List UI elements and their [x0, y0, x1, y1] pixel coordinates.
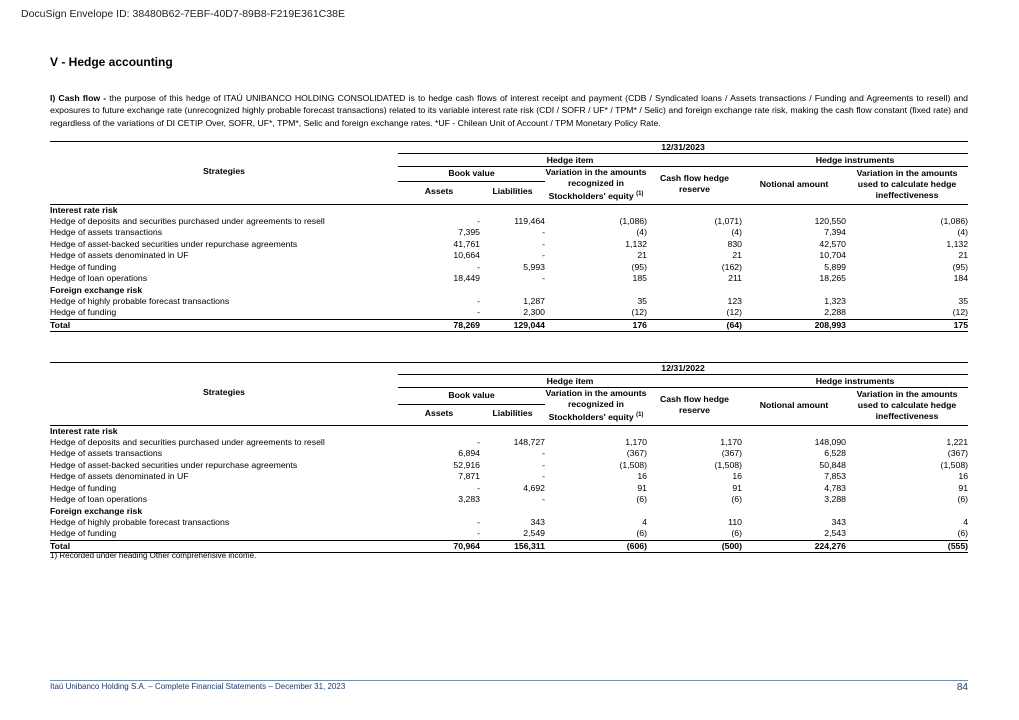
liabilities-header: Liabilities	[492, 186, 533, 197]
cell-var-eq: (1,508)	[619, 459, 647, 470]
ineff-line1: Variation in the amounts	[856, 388, 958, 399]
cell-cfh: 110	[728, 516, 742, 527]
cell-liabilities: -	[542, 459, 545, 470]
empty-cell	[398, 204, 480, 216]
strategy-label: Hedge of assets denominated in UF	[50, 250, 189, 261]
empty-cell	[545, 204, 647, 216]
total-assets: 78,269	[398, 319, 480, 331]
strategy-label: Hedge of highly probable forecast transactions	[50, 516, 230, 527]
cell-cfh: (6)	[731, 494, 742, 505]
cell-assets: 52,916	[453, 459, 480, 470]
hedge-table-2022	[50, 362, 968, 553]
notional-header: Notional amount	[759, 399, 829, 410]
strategy-label: Hedge of assets denominated in UF	[50, 471, 189, 482]
variation-equity-line2: recognized in	[568, 177, 624, 188]
table-date: 12/31/2022	[398, 363, 968, 375]
table-row	[50, 273, 968, 284]
cfh-line2: reserve	[679, 405, 710, 416]
cell-cfh: 16	[732, 471, 742, 482]
empty-cell	[398, 285, 480, 296]
cell-liabilities: 5,993	[523, 261, 545, 272]
empty-cell	[398, 506, 480, 517]
cell-var-eq: 16	[637, 471, 647, 482]
hedge-table-2023	[50, 141, 968, 332]
strategies-header: Strategies	[50, 142, 398, 202]
cell-assets: -	[477, 307, 480, 318]
strategy-label: Hedge of funding	[50, 307, 117, 318]
cell-liabilities: 343	[530, 516, 545, 527]
cell-var-ineff: (6)	[957, 494, 969, 505]
cell-var-ineff: (4)	[957, 227, 969, 238]
cell-var-ineff: 184	[953, 273, 969, 284]
cfh-line1: Cash flow hedge	[659, 173, 730, 184]
cell-liabilities: -	[542, 273, 545, 284]
variation-equity-line1: Variation in the amounts	[545, 387, 647, 398]
cell-assets: -	[477, 261, 480, 272]
strategies-header: Strategies	[50, 363, 398, 423]
subheader-row	[50, 285, 968, 296]
table-row	[50, 448, 968, 459]
total-liabilities: 156,311	[480, 540, 545, 552]
cell-liabilities: 4,692	[523, 482, 545, 493]
book-value-header: Book value	[398, 387, 545, 404]
cell-liabilities: 148,727	[513, 437, 545, 448]
cell-assets: -	[477, 516, 480, 527]
ineff-line3: ineffectiveness	[875, 410, 939, 421]
strategy-label: Hedge of funding	[50, 482, 117, 493]
cell-assets: -	[477, 528, 480, 539]
cell-notional: 2,543	[824, 528, 846, 539]
liabilities-header: Liabilities	[492, 408, 533, 419]
footnote-marker: (1)	[636, 411, 644, 418]
notional-header: Notional amount	[759, 178, 829, 189]
cell-var-eq: (6)	[636, 494, 647, 505]
cell-cfh: (12)	[726, 307, 742, 318]
cell-cfh: 91	[732, 482, 742, 493]
cell-liabilities: -	[542, 471, 545, 482]
cell-var-ineff: (6)	[957, 528, 969, 539]
cell-liabilities: 2,549	[523, 528, 545, 539]
cell-assets: -	[477, 482, 480, 493]
empty-cell	[545, 425, 647, 437]
footer-text: Itaú Unibanco Holding S.A. – Complete Financial Statements – December 31, 2023	[50, 682, 346, 691]
hedge-item-header: Hedge item	[398, 154, 742, 166]
empty-cell	[742, 425, 846, 437]
empty-cell	[545, 506, 647, 517]
variation-equity-line1: Variation in the amounts	[545, 166, 647, 177]
cell-notional: 5,899	[824, 261, 846, 272]
empty-cell	[846, 204, 968, 216]
total-var-ineff: 175	[846, 319, 968, 331]
cell-var-ineff: 16	[958, 471, 969, 482]
section-title: V - Hedge accounting	[50, 55, 173, 69]
intro-text: the purpose of this hedge of ITAÚ UNIBANCO HOLDING CONSOLIDATED is to hedge cash flows of interest receipt and payment (CDB / Syndicated loans / Assets transactions / Funding and Agreements to resell) and exposures to future exchange rate (unrecognized highly probable forecast transactions) related to its variable interest rate risk (CDI / SOFR / UF* / TPM* / Selic) and foreign exchange rate risk, making the cash flow constant (fixed rate) and regardless of the variations of DI CETIP Over, SOFR, UF*, TPM*, Selic and foreign exchange rates. *UF - Chilean Unit of Account / TPM Monetary Policy Rate.	[50, 93, 968, 128]
total-label: Total	[50, 540, 398, 552]
cell-var-ineff: (1,508)	[940, 459, 969, 470]
cell-var-eq: (12)	[631, 307, 647, 318]
cell-liabilities: -	[542, 448, 545, 459]
hedge-item-header: Hedge item	[398, 375, 742, 387]
cell-notional: 120,550	[814, 216, 846, 227]
variation-ineff-header	[846, 387, 968, 422]
empty-cell	[846, 506, 968, 517]
cell-cfh: (162)	[721, 261, 742, 272]
table-row	[50, 471, 968, 482]
risk-category-label: Interest rate risk	[50, 204, 118, 215]
table-row	[50, 216, 968, 227]
empty-cell	[647, 425, 742, 437]
cell-var-ineff: 4	[963, 516, 969, 527]
table-row	[50, 250, 968, 261]
cell-var-ineff: 35	[958, 295, 969, 306]
intro-paragraph	[50, 92, 968, 129]
cell-notional: 7,853	[824, 471, 846, 482]
strategy-label: Hedge of funding	[50, 261, 117, 272]
ineff-line1: Variation in the amounts	[856, 167, 958, 178]
cell-var-eq: (4)	[636, 227, 647, 238]
cell-liabilities: -	[542, 494, 545, 505]
ineff-line2: used to calculate hedge	[857, 178, 957, 189]
cell-assets: 7,395	[458, 227, 480, 238]
empty-cell	[480, 425, 545, 437]
cell-notional: 18,265	[819, 273, 846, 284]
subheader-row	[50, 425, 968, 437]
empty-cell	[398, 425, 480, 437]
table-row	[50, 262, 968, 273]
cell-notional: 343	[831, 516, 846, 527]
cell-var-ineff: 1,221	[946, 437, 969, 448]
strategy-label: Hedge of highly probable forecast transactions	[50, 295, 230, 306]
table-row	[50, 494, 968, 505]
empty-cell	[480, 204, 545, 216]
hedge-instruments-header: Hedge instruments	[742, 375, 968, 387]
risk-category-label: Foreign exchange risk	[50, 284, 143, 295]
ineff-line3: ineffectiveness	[875, 189, 939, 200]
total-assets: 70,964	[398, 540, 480, 552]
intro-lead: I) Cash flow -	[50, 93, 107, 103]
cell-notional: 1,323	[824, 295, 846, 306]
variation-equity-line3: Stockholders' equity	[548, 190, 634, 201]
strategy-label: Hedge of deposits and securities purchased under agreements to resell	[50, 437, 325, 448]
cell-assets: 6,894	[458, 448, 480, 459]
empty-cell	[647, 204, 742, 216]
cell-cfh: 830	[727, 238, 742, 249]
cell-var-ineff: 1,132	[946, 238, 969, 249]
total-notional: 224,276	[742, 540, 846, 552]
variation-equity-line2: recognized in	[568, 398, 624, 409]
hedge-instruments-header: Hedge instruments	[742, 154, 968, 166]
strategy-label: Hedge of asset-backed securities under repurchase agreements	[50, 459, 298, 470]
empty-cell	[846, 285, 968, 296]
total-var-eq: 176	[545, 319, 647, 331]
empty-cell	[742, 285, 846, 296]
cell-cfh: (367)	[721, 448, 742, 459]
subheader-row	[50, 204, 968, 216]
variation-equity-line3: Stockholders' equity	[548, 411, 634, 422]
empty-cell	[480, 506, 545, 517]
cell-notional: 10,704	[819, 250, 846, 261]
cash-flow-reserve-header	[647, 166, 742, 201]
table-row	[50, 528, 968, 540]
total-label: Total	[50, 319, 398, 331]
strategy-label: Hedge of assets transactions	[50, 227, 163, 238]
cell-assets: 7,871	[458, 471, 480, 482]
empty-cell	[742, 506, 846, 517]
cell-cfh: 211	[728, 273, 742, 284]
cell-cfh: 1,170	[720, 437, 742, 448]
page-number: 84	[956, 682, 968, 693]
cell-liabilities: 119,464	[514, 216, 545, 227]
table-row	[50, 437, 968, 448]
footnote: 1) Recorded under heading Other comprehensive income.	[50, 551, 257, 560]
table-row	[50, 460, 968, 471]
footer-divider	[50, 680, 968, 681]
table-date: 12/31/2023	[398, 142, 968, 154]
cell-notional: 6,528	[824, 448, 846, 459]
strategy-label: Hedge of funding	[50, 528, 117, 539]
table-row	[50, 483, 968, 494]
cell-var-eq: 1,132	[625, 238, 647, 249]
cell-var-ineff: (12)	[952, 307, 969, 318]
cell-cfh: 123	[727, 295, 742, 306]
book-value-header: Book value	[398, 166, 545, 181]
cell-var-eq: 21	[637, 250, 647, 261]
cell-notional: 148,090	[814, 437, 846, 448]
cell-liabilities: -	[542, 250, 545, 261]
total-var-eq: (606)	[545, 540, 647, 552]
subheader-row	[50, 506, 968, 517]
cell-liabilities: 2,300	[523, 307, 545, 318]
cell-assets: 3,283	[458, 494, 480, 505]
strategy-label: Hedge of loan operations	[50, 273, 148, 284]
cell-var-eq: 35	[637, 295, 647, 306]
envelope-id: DocuSign Envelope ID: 38480B62-7EBF-40D7-89B8-F219E361C38E	[21, 8, 345, 20]
cell-liabilities: -	[542, 238, 545, 249]
total-liabilities: 129,044	[480, 319, 545, 331]
total-var-ineff: (555)	[846, 540, 968, 552]
cell-var-eq: (6)	[636, 528, 647, 539]
cell-assets: 41,761	[453, 238, 480, 249]
cell-assets: 10,664	[453, 250, 480, 261]
assets-header: Assets	[424, 186, 454, 197]
empty-cell	[480, 285, 545, 296]
cell-notional: 2,288	[824, 307, 846, 318]
cell-var-eq: (367)	[626, 448, 647, 459]
table-row	[50, 227, 968, 238]
variation-ineff-header	[846, 166, 968, 201]
empty-cell	[647, 506, 742, 517]
cell-cfh: (1,508)	[714, 459, 742, 470]
total-notional: 208,993	[742, 319, 846, 331]
cash-flow-reserve-header	[647, 387, 742, 422]
ineff-line2: used to calculate hedge	[857, 399, 957, 410]
strategy-label: Hedge of asset-backed securities under repurchase agreements	[50, 238, 298, 249]
cell-cfh: (4)	[731, 227, 742, 238]
cell-var-eq: 185	[632, 273, 647, 284]
footnote-marker: (1)	[636, 190, 644, 197]
empty-cell	[545, 285, 647, 296]
variation-equity-header	[545, 166, 647, 201]
cell-var-eq: 1,170	[625, 437, 647, 448]
variation-equity-header	[545, 387, 647, 422]
cell-cfh: 21	[732, 250, 742, 261]
strategy-label: Hedge of loan operations	[50, 494, 148, 505]
table-row	[50, 307, 968, 319]
cell-assets: -	[477, 216, 480, 227]
cell-assets: -	[477, 295, 480, 306]
cell-notional: 50,848	[819, 459, 846, 470]
cell-var-ineff: (1,086)	[940, 216, 969, 227]
table-row	[50, 517, 968, 528]
cell-notional: 3,288	[824, 494, 846, 505]
cell-liabilities: 1,287	[523, 295, 545, 306]
assets-header: Assets	[424, 408, 454, 419]
total-cfh: (500)	[647, 540, 742, 552]
cfh-line2: reserve	[679, 184, 710, 195]
cell-notional: 42,570	[819, 238, 846, 249]
cell-cfh: (1,071)	[714, 216, 742, 227]
cell-var-ineff: 91	[958, 482, 969, 493]
empty-cell	[647, 285, 742, 296]
strategy-label: Hedge of assets transactions	[50, 448, 163, 459]
cell-assets: 18,449	[453, 273, 480, 284]
cell-var-eq: 4	[642, 516, 647, 527]
cell-notional: 7,394	[824, 227, 846, 238]
cell-var-eq: 91	[637, 482, 647, 493]
cell-var-eq: (1,086)	[619, 216, 647, 227]
table-row	[50, 239, 968, 250]
cell-var-ineff: 21	[958, 250, 969, 261]
cell-cfh: (6)	[731, 528, 742, 539]
cell-var-ineff: (95)	[952, 261, 969, 272]
table-row	[50, 296, 968, 307]
risk-category-label: Interest rate risk	[50, 425, 118, 436]
empty-cell	[742, 204, 846, 216]
strategy-label: Hedge of deposits and securities purchased under agreements to resell	[50, 216, 325, 227]
total-row	[50, 319, 968, 331]
cell-assets: -	[477, 437, 480, 448]
cell-var-ineff: (367)	[947, 448, 969, 459]
cell-var-eq: (95)	[631, 261, 647, 272]
cfh-line1: Cash flow hedge	[659, 394, 730, 405]
total-cfh: (64)	[647, 319, 742, 331]
cell-liabilities: -	[542, 227, 545, 238]
risk-category-label: Foreign exchange risk	[50, 505, 143, 516]
cell-notional: 4,783	[824, 482, 846, 493]
empty-cell	[846, 425, 968, 437]
